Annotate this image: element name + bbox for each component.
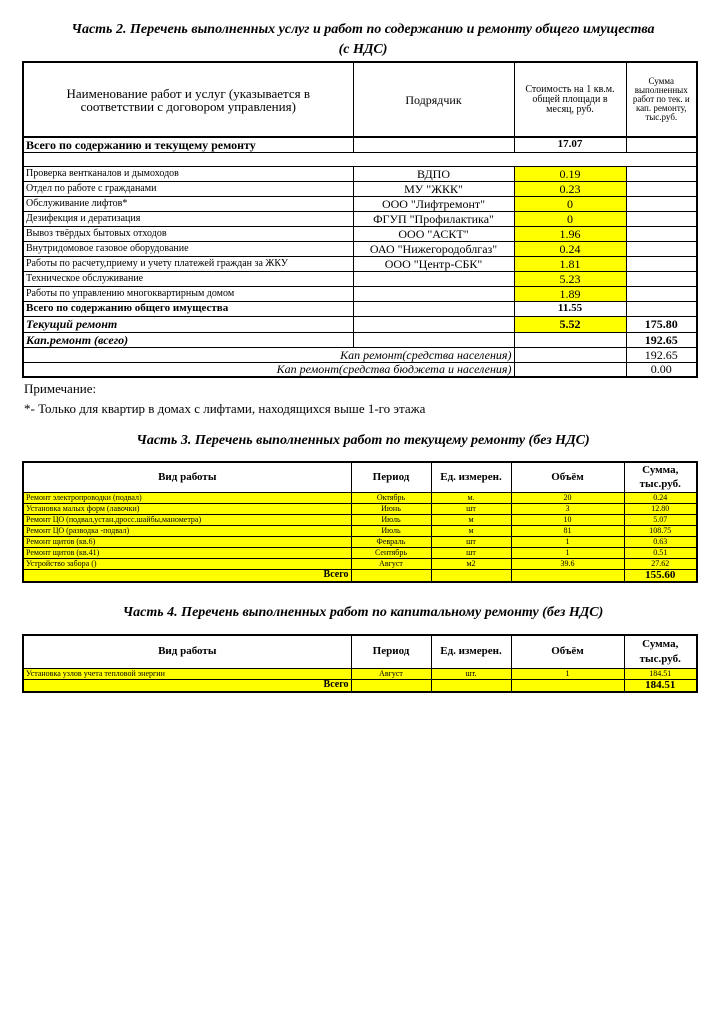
table-row — [23, 166, 697, 181]
part4-header-row — [23, 635, 697, 668]
row-cost: 0.23 — [514, 181, 626, 196]
total-label: Всего — [23, 679, 351, 692]
header-work: Вид работы — [23, 462, 351, 492]
table-row — [23, 492, 697, 503]
row-unit: м2 — [431, 558, 511, 569]
cap-budget-row — [23, 362, 697, 377]
part2-header-row — [23, 62, 697, 137]
part2-title — [20, 20, 706, 60]
maintenance-total-label: Всего по содержанию общего имущества — [23, 301, 353, 316]
part4-table — [22, 634, 698, 693]
row-period: Июль — [351, 514, 431, 525]
row-cost: 0.24 — [514, 241, 626, 256]
row-cost: 0 — [514, 196, 626, 211]
table-row — [23, 547, 697, 558]
table-row — [23, 558, 697, 569]
row-contractor: МУ "ЖКК" — [353, 181, 514, 196]
row-work: Ремонт щитов (кв.6) — [23, 536, 351, 547]
row-unit: шт — [431, 547, 511, 558]
row-volume: 81 — [511, 525, 624, 536]
header-work: Вид работы — [23, 635, 351, 668]
current-repair-label: Текущий ремонт — [23, 316, 353, 332]
part4-total-row — [23, 679, 697, 692]
row-contractor: ООО "АСКТ" — [353, 226, 514, 241]
header-unit: Ед. измерен. — [431, 462, 511, 492]
current-repair-cost: 5.52 — [514, 316, 626, 332]
row-contractor: ООО "Центр-СБК" — [353, 256, 514, 271]
row-contractor: ФГУП "Профилактика" — [353, 211, 514, 226]
cap-budget-sum: 0.00 — [626, 362, 697, 377]
header-unit: Ед. измерен. — [431, 635, 511, 668]
row-sum — [626, 226, 697, 241]
header-name: Наименование работ и услуг (указывается в соответствии с договором управления) — [23, 62, 353, 137]
table-row — [23, 196, 697, 211]
row-cost: 0.19 — [514, 166, 626, 181]
part3-header-row — [23, 462, 697, 492]
table-row — [23, 514, 697, 525]
row-work: Устройство забора () — [23, 558, 351, 569]
row-period: Февраль — [351, 536, 431, 547]
row-contractor — [353, 271, 514, 286]
part3-total-row — [23, 569, 697, 582]
total-sum: 184.51 — [624, 679, 697, 692]
total-unit — [431, 569, 511, 582]
row-name: Работы по расчету,приему и учету платежей граждан за ЖКУ — [23, 256, 353, 271]
row-work: Ремонт электропроводки (подвал) — [23, 492, 351, 503]
cap-residents-sum: 192.65 — [626, 347, 697, 362]
row-sum: 0.51 — [624, 547, 697, 558]
table-row — [23, 525, 697, 536]
row-volume: 1 — [511, 668, 624, 679]
row-sum — [626, 271, 697, 286]
table-row — [23, 286, 697, 301]
row-period: Июль — [351, 525, 431, 536]
row-unit: шт — [431, 536, 511, 547]
header-cost: Стоимость на 1 кв.м. общей площади в месяц, руб. — [514, 62, 626, 137]
cap-residents-label: Кап ремонт(средства населения) — [23, 347, 514, 362]
row-unit: м. — [431, 492, 511, 503]
row-cost: 5.23 — [514, 271, 626, 286]
table-row — [23, 226, 697, 241]
header-sum: Сумма выполненных работ по тек. и кап. ремонту, тыс.руб. — [626, 62, 697, 137]
row-contractor: ОАО "Нижегородоблгаз" — [353, 241, 514, 256]
cap-repair-label: Кап.ремонт (всего) — [23, 332, 353, 347]
part2-spacer-row — [23, 152, 697, 166]
row-period: Август — [351, 558, 431, 569]
row-sum — [626, 211, 697, 226]
row-name: Обслуживание лифтов* — [23, 196, 353, 211]
spacer-cell — [23, 152, 697, 166]
row-cost: 1.89 — [514, 286, 626, 301]
current-repair-contractor — [353, 316, 514, 332]
part4-title: Часть 4. Перечень выполненных работ по капитальному ремонту (без НДС) — [122, 605, 604, 620]
cap-residents-cost — [514, 347, 626, 362]
row-contractor: ООО "Лифтремонт" — [353, 196, 514, 211]
cap-repair-row — [23, 332, 697, 347]
row-volume: 20 — [511, 492, 624, 503]
row-volume: 1 — [511, 547, 624, 558]
row-work: Ремонт щитов (кв.41) — [23, 547, 351, 558]
current-repair-row — [23, 316, 697, 332]
part3-table — [22, 461, 698, 583]
row-contractor — [353, 286, 514, 301]
total-label: Всего — [23, 569, 351, 582]
maintenance-total-cost: 11.55 — [514, 301, 626, 316]
maintenance-total-contractor — [353, 301, 514, 316]
total-label: Всего по содержанию и текущему ремонту — [23, 137, 353, 152]
row-sum — [626, 181, 697, 196]
cap-repair-sum: 192.65 — [626, 332, 697, 347]
cap-budget-label: Кап ремонт(средства бюджета и населения) — [23, 362, 514, 377]
row-sum: 12.80 — [624, 503, 697, 514]
row-name: Дезифекция и дератизация — [23, 211, 353, 226]
total-contractor — [353, 137, 514, 152]
row-work: Установка малых форм (лавочки) — [23, 503, 351, 514]
row-sum — [626, 166, 697, 181]
total-sum: 155.60 — [624, 569, 697, 582]
row-unit: шт — [431, 503, 511, 514]
part2-table — [22, 61, 698, 378]
row-sum: 0.63 — [624, 536, 697, 547]
row-unit: м — [431, 525, 511, 536]
header-period: Период — [351, 462, 431, 492]
table-row — [23, 181, 697, 196]
total-period — [351, 569, 431, 582]
row-sum: 108.75 — [624, 525, 697, 536]
row-sum — [626, 241, 697, 256]
header-volume: Объём — [511, 462, 624, 492]
table-row — [23, 211, 697, 226]
header-sum: Сумма, тыс.руб. — [624, 462, 697, 492]
total-volume — [511, 679, 624, 692]
row-sum: 0.24 — [624, 492, 697, 503]
total-cost: 17.07 — [514, 137, 626, 152]
row-name: Проверка вентканалов и дымоходов — [23, 166, 353, 181]
cap-repair-cost — [514, 332, 626, 347]
row-name: Работы по управлению многоквартирным домом — [23, 286, 353, 301]
row-volume: 39.6 — [511, 558, 624, 569]
row-name: Отдел по работе с гражданами — [23, 181, 353, 196]
part2-total-row — [23, 137, 697, 152]
row-cost: 1.96 — [514, 226, 626, 241]
current-repair-sum: 175.80 — [626, 316, 697, 332]
row-cost: 0 — [514, 211, 626, 226]
row-cost: 1.81 — [514, 256, 626, 271]
part3-title: Часть 3. Перечень выполненных работ по текущему ремонту (без НДС) — [136, 433, 590, 448]
total-period — [351, 679, 431, 692]
table-row — [23, 271, 697, 286]
row-contractor: ВДПО — [353, 166, 514, 181]
cap-repair-contractor — [353, 332, 514, 347]
row-period: Октябрь — [351, 492, 431, 503]
row-sum — [626, 196, 697, 211]
total-unit — [431, 679, 511, 692]
row-period: Август — [351, 668, 431, 679]
table-row — [23, 503, 697, 514]
table-row — [23, 536, 697, 547]
row-name: Вывоз твёрдых бытовых отходов — [23, 226, 353, 241]
note-label: Примечание: — [24, 381, 97, 396]
row-sum: 184.51 — [624, 668, 697, 679]
cap-residents-row — [23, 347, 697, 362]
row-sum — [626, 256, 697, 271]
table-row — [23, 668, 697, 679]
header-sum: Сумма, тыс.руб. — [624, 635, 697, 668]
part2-title-line2: (с НДС) — [338, 42, 388, 57]
row-sum: 5.07 — [624, 514, 697, 525]
row-period: Сентябрь — [351, 547, 431, 558]
row-sum — [626, 286, 697, 301]
header-period: Период — [351, 635, 431, 668]
row-sum: 27.62 — [624, 558, 697, 569]
note-text: *- Только для квартир в домах с лифтами, находящихся выше 1-го этажа — [24, 401, 426, 416]
maintenance-total-sum — [626, 301, 697, 316]
row-volume: 10 — [511, 514, 624, 525]
total-sum — [626, 137, 697, 152]
table-row — [23, 241, 697, 256]
row-unit: м — [431, 514, 511, 525]
row-work: Установка узлов учета тепловой энергии — [23, 668, 351, 679]
table-row — [23, 256, 697, 271]
row-unit: шт. — [431, 668, 511, 679]
header-contractor: Подрядчик — [353, 62, 514, 137]
row-volume: 1 — [511, 536, 624, 547]
row-volume: 3 — [511, 503, 624, 514]
cap-budget-cost — [514, 362, 626, 377]
row-work: Ремонт ЦО (разводка -подвал) — [23, 525, 351, 536]
row-work: Ремонт ЦО (подвал,устан.дросс.шайбы,манометра) — [23, 514, 351, 525]
maintenance-total-row — [23, 301, 697, 316]
row-name: Техническое обслуживание — [23, 271, 353, 286]
row-period: Июнь — [351, 503, 431, 514]
total-volume — [511, 569, 624, 582]
row-name: Внутридомовое газовое оборудование — [23, 241, 353, 256]
part2-title-line1: Часть 2. Перечень выполненных услуг и работ по содержанию и ремонту общего имущества — [71, 22, 655, 37]
header-volume: Объём — [511, 635, 624, 668]
